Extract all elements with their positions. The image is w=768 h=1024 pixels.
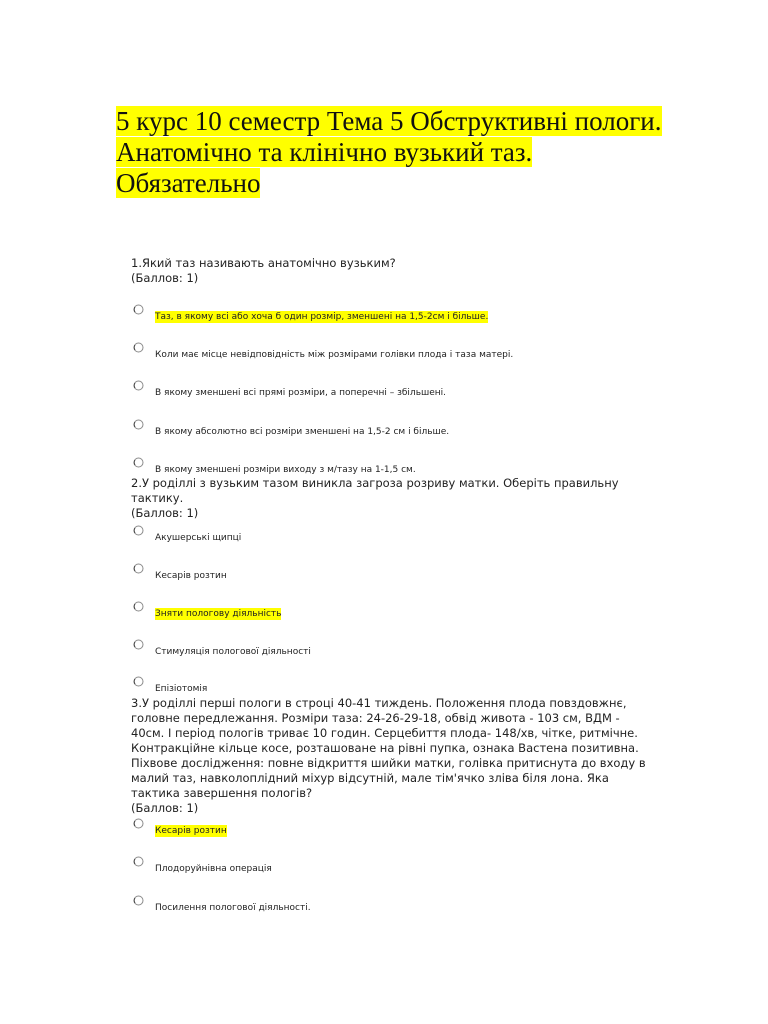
question-3-score: (Баллов: 1) (131, 801, 199, 815)
question-1-option-4[interactable] (133, 419, 653, 439)
radio-button-icon[interactable] (133, 676, 144, 687)
question-1-option-2[interactable] (133, 342, 653, 362)
question-1-option-1[interactable] (133, 304, 653, 324)
question-2-option-4[interactable] (133, 639, 653, 659)
radio-button-icon[interactable] (133, 639, 144, 650)
question-1-option-3[interactable] (133, 380, 653, 400)
question-2-text: 2.У роділлі з вузьким тазом виникла загроза розриву матки. Оберіть правильну тактику. (131, 476, 619, 505)
radio-button-icon[interactable] (133, 457, 144, 468)
option-label: Стимуляція пологової діяльності (155, 647, 311, 657)
question-3-option-1[interactable] (133, 818, 653, 838)
radio-button-icon[interactable] (133, 419, 144, 430)
radio-button-icon[interactable] (133, 342, 144, 353)
option-label: Акушерські щипці (155, 533, 242, 543)
radio-button-icon[interactable] (133, 304, 144, 315)
title-line-1: 5 курс 10 семестр Тема 5 Обструктивні пологи. (116, 106, 662, 136)
question-1 (131, 256, 651, 286)
radio-button-icon[interactable] (133, 563, 144, 574)
question-3-option-2[interactable] (133, 856, 653, 876)
question-2-option-2[interactable] (133, 563, 653, 583)
title-line-3: Обязательно (116, 168, 261, 198)
question-2-score: (Баллов: 1) (131, 506, 199, 520)
option-label: Кесарів розтин (155, 826, 227, 836)
question-1-text: 1.Який таз називають анатомічно вузьким? (131, 256, 396, 270)
option-label: Плодоруйнівна операція (155, 864, 272, 874)
question-2-option-1[interactable] (133, 525, 653, 545)
question-2-option-5[interactable] (133, 676, 653, 696)
question-3-text: 3.У роділлі перші пологи в строці 40-41 тиждень. Положення плода повздовжнє, головне передлежання. Розміри таза: 24-26-29-18, обвід живота - 103 см, ВДМ - 40см. I період пологів триває 10 годин. Серцебиття плода- 148/хв, чітке, ритмічне. Контракційне кільце косе, розташоване на рівні пупка, ознака Вастена позитивна. Піхвове дослідження: повне відкриття шийки матки, голівка притиснута до входу в малий таз, навколоплідний міхур відсутній, мале тім'ячко зліва біля лона. Яка тактика завершення пологів? (131, 696, 646, 800)
radio-button-icon[interactable] (133, 525, 144, 536)
option-label: Зняти пологову діяльність (155, 609, 282, 619)
radio-button-icon[interactable] (133, 601, 144, 612)
page-title (116, 106, 676, 199)
option-label: Посилення пологової діяльності. (155, 903, 311, 913)
question-1-option-5[interactable] (133, 457, 653, 477)
option-label: Кесарів розтин (155, 571, 227, 581)
title-line-2: Анатомічно та клінічно вузький таз. (116, 137, 533, 167)
question-2-option-3[interactable] (133, 601, 653, 621)
radio-button-icon[interactable] (133, 856, 144, 867)
radio-button-icon[interactable] (133, 380, 144, 391)
option-label: Епізіотомія (155, 684, 208, 694)
radio-button-icon[interactable] (133, 895, 144, 906)
option-label: В якому абсолютно всі розміри зменшені на 1,5-2 см і більше. (155, 427, 450, 437)
question-3-option-3[interactable] (133, 895, 653, 915)
option-label: В якому зменшені всі прямі розміри, а поперечні – збільшені. (155, 388, 447, 398)
option-label: Таз, в якому всі або хоча б один розмір, зменшені на 1,5-2см і більше. (155, 312, 489, 322)
question-2 (131, 476, 651, 521)
option-label: В якому зменшені розміри виходу з м/тазу на 1-1,5 см. (155, 465, 416, 475)
question-1-score: (Баллов: 1) (131, 271, 199, 285)
option-label: Коли має місце невідповідність між розмірами голівки плода і таза матері. (155, 350, 514, 360)
radio-button-icon[interactable] (133, 818, 144, 829)
question-3 (131, 696, 651, 816)
